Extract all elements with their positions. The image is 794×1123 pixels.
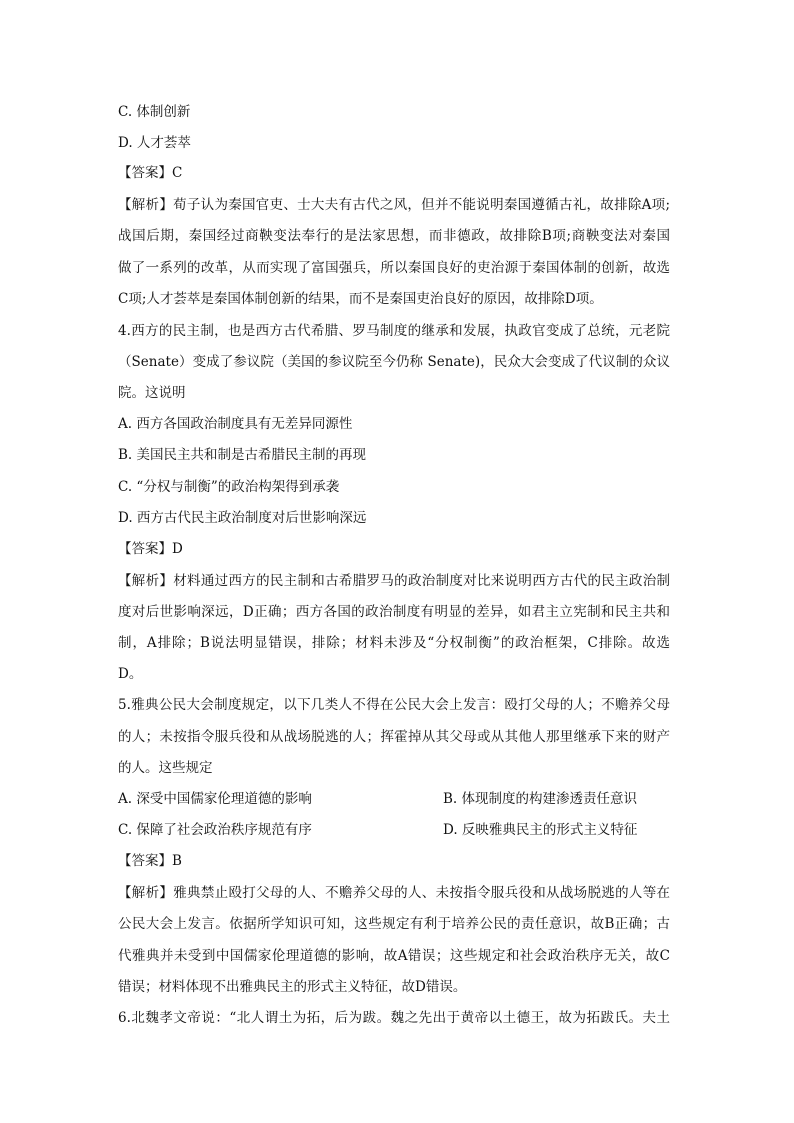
q5-stem-line: 的人。这些规定 bbox=[118, 760, 213, 776]
q5-stem-line: 5.雅典公民大会制度规定，以下几类人不得在公民大会上发言：殴打父母的人；不赡养父母 bbox=[118, 697, 670, 713]
q4-analysis-line: 制，A排除；B说法明显错误，排除；材料未涉及“分权制衡”的政治框架，C排除。故选 bbox=[118, 635, 670, 651]
analysis-text: 雅典禁止殴打父母的人、不赡养父母的人、未按指令服兵役和从战场脱逃的人等在 bbox=[173, 885, 671, 901]
q4-option-c: C. “分权与制衡”的政治构架得到承袭 bbox=[118, 479, 340, 495]
q5-option-c: C. 保障了社会政治秩序规范有序 bbox=[118, 822, 312, 838]
q3-answer bbox=[118, 163, 182, 183]
q4-option-a: A. 西方各国政治制度具有无差异同源性 bbox=[118, 416, 353, 432]
answer-label: 【答案】 bbox=[118, 541, 172, 557]
q5-option-b: B. 体现制度的构建渗透责任意识 bbox=[443, 791, 638, 807]
answer-label: 【答案】 bbox=[118, 165, 172, 181]
q4-analysis-line bbox=[118, 571, 670, 591]
answer-value: C bbox=[172, 165, 183, 181]
q5-answer bbox=[118, 851, 182, 871]
q3-analysis-line bbox=[118, 195, 670, 215]
q3-analysis-line: 战国后期，秦国经过商鞅变法奉行的是法家思想，而非德政，故排除B项;商鞅变法对秦国 bbox=[118, 228, 670, 244]
q3-option-d: D. 人才荟萃 bbox=[118, 135, 191, 151]
q5-analysis-line bbox=[118, 883, 670, 903]
analysis-text: 荀子认为秦国官吏、士大夫有古代之风，但并不能说明秦国遵循古礼，故排除A项; bbox=[173, 197, 671, 213]
q3-option-c: C. 体制创新 bbox=[118, 104, 191, 120]
q4-stem-line: 4.西方的民主制，也是西方古代希腊、罗马制度的继承和发展，执政官变成了总统，元老院 bbox=[118, 323, 670, 339]
answer-value: B bbox=[172, 853, 182, 869]
q4-stem-line: （Senate）变成了参议院（美国的参议院至今仍称 Senate)，民众大会变成了代议制的众议 bbox=[118, 354, 670, 370]
q4-answer bbox=[118, 539, 183, 559]
q6-stem-line: 6.北魏孝文帝说：“北人谓土为拓，后为跋。魏之先出于黄帝以土德王，故为拓跋氏。夫土 bbox=[118, 1010, 670, 1026]
q4-option-b: B. 美国民主共和制是古希腊民主制的再现 bbox=[118, 447, 367, 463]
q4-analysis-line: D。 bbox=[118, 666, 143, 682]
q5-analysis-line: 公民大会上发言。依据所学知识可知，这些规定有利于培养公民的责任意识，故B正确；古 bbox=[118, 916, 670, 932]
q5-option-a: A. 深受中国儒家伦理道德的影响 bbox=[118, 791, 312, 807]
q5-stem-line: 的人；未按指令服兵役和从战场脱逃的人；挥霍掉从其父母或从其他人那里继承下来的财产 bbox=[118, 729, 670, 745]
analysis-label: 【解析】 bbox=[118, 573, 174, 589]
analysis-text: 材料通过西方的民主制和古希腊罗马的政治制度对比来说明西方古代的民主政治制 bbox=[173, 573, 671, 589]
answer-label: 【答案】 bbox=[118, 853, 172, 869]
q3-analysis-line: 做了一系列的改革，从而实现了富国强兵，所以秦国良好的吏治源于秦国体制的创新，故选 bbox=[118, 260, 670, 276]
q5-analysis-line: 代雅典并未受到中国儒家伦理道德的影响，故A错误；这些规定和社会政治秩序无关，故C bbox=[118, 948, 670, 964]
analysis-label: 【解析】 bbox=[118, 885, 174, 901]
q5-analysis-line: 错误；材料体现不出雅典民主的形式主义特征，故D错误。 bbox=[118, 979, 467, 995]
answer-value: D bbox=[172, 541, 183, 557]
q4-option-d: D. 西方古代民主政治制度对后世影响深远 bbox=[118, 510, 367, 526]
analysis-label: 【解析】 bbox=[118, 197, 174, 213]
q5-option-d: D. 反映雅典民主的形式主义特征 bbox=[443, 822, 638, 838]
q4-analysis-line: 度对后世影响深远，D正确；西方各国的政治制度有明显的差异，如君主立宪制和民主共和 bbox=[118, 604, 670, 620]
q4-stem-line: 院。这说明 bbox=[118, 385, 186, 401]
q3-analysis-line: C项;人才荟萃是秦国体制创新的结果，而不是秦国吏治良好的原因，故排除D项。 bbox=[118, 291, 603, 307]
